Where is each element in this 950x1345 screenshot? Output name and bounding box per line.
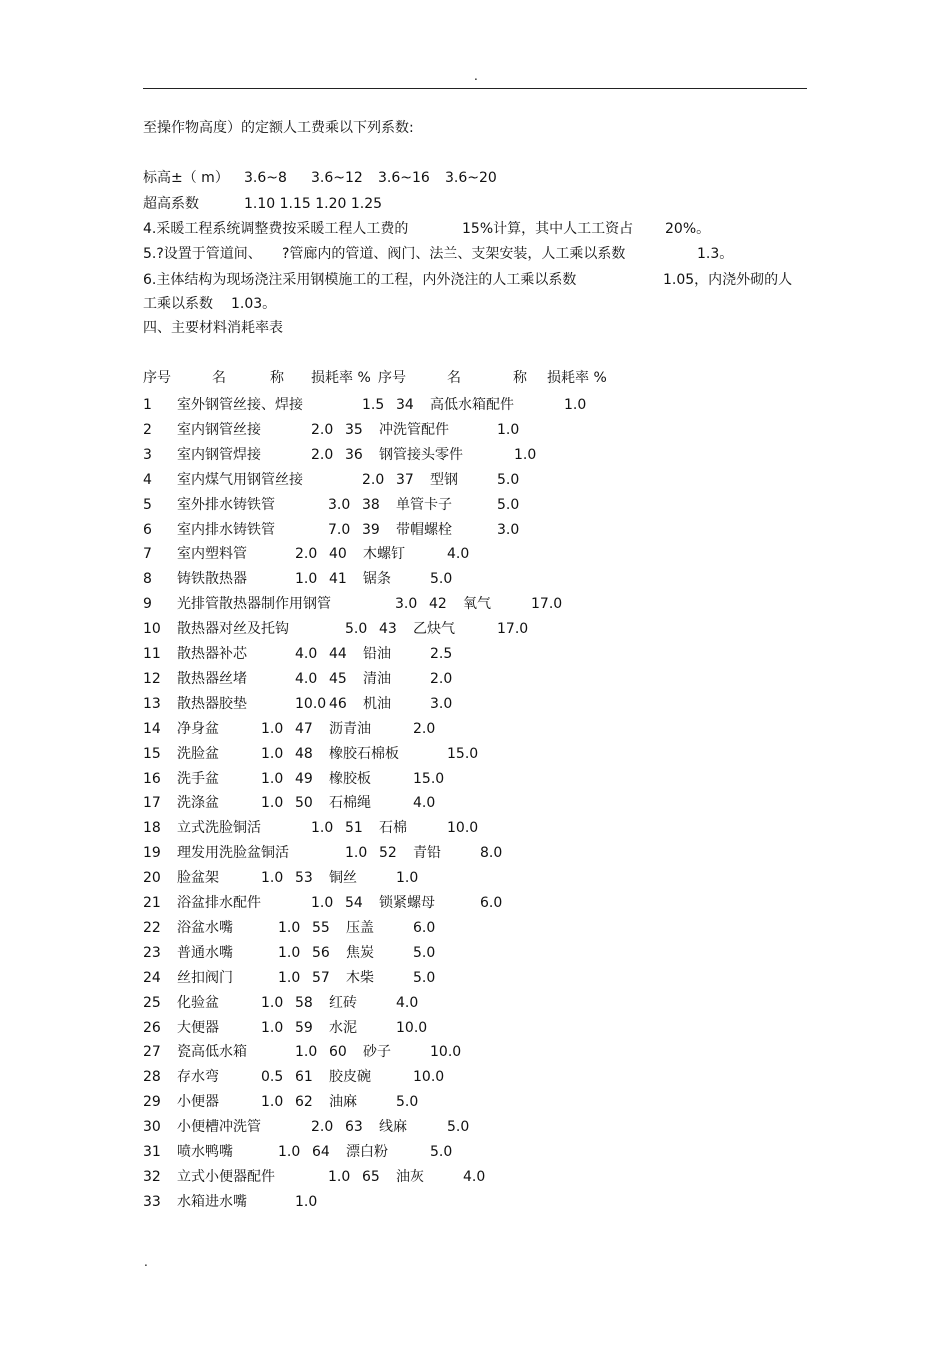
- cell-no-right: 62: [295, 1094, 313, 1111]
- item5-part-c: 1.3。: [697, 246, 734, 262]
- cell-no-left: 12: [143, 670, 161, 687]
- cell-rate-left: 2.0: [311, 421, 334, 438]
- table-row: [0, 868, 950, 888]
- table-row: [0, 470, 950, 490]
- cell-name-right: 铜丝: [329, 870, 357, 887]
- cell-no-left: 10: [143, 621, 161, 638]
- cell-name-right: 胶皮碗: [329, 1069, 371, 1086]
- cell-rate-left: 4.0: [295, 646, 318, 662]
- header-no-left: 序号: [143, 370, 171, 386]
- cell-name-left: 室外钢管丝接、焊接: [177, 397, 303, 413]
- header-name-b-right: 称: [513, 370, 527, 386]
- footer-mark: .: [144, 1255, 148, 1269]
- cell-no-right: 46: [329, 695, 347, 712]
- cell-rate-left: 1.0: [261, 1094, 284, 1111]
- cell-no-right: 43: [379, 621, 397, 638]
- cell-name-left: 理发用洗脸盆铜活: [177, 845, 289, 862]
- table-row: [0, 569, 950, 589]
- cell-no-right: 41: [329, 571, 347, 588]
- cell-name-left: 水箱进水嘴: [177, 1193, 247, 1210]
- cell-rate-left: 2.0: [311, 446, 334, 463]
- cell-no-right: 60: [329, 1044, 347, 1061]
- item6-part-a: 6.主体结构为现场浇注采用钢模施工的工程，内外浇注的人工乘以系数: [143, 272, 577, 288]
- cell-name-right: 钢管接头零件: [379, 446, 463, 463]
- header-rate-right: 损耗率 %: [547, 370, 607, 386]
- header-mark: .: [474, 69, 478, 83]
- cell-name-left: 存水弯: [177, 1069, 219, 1086]
- cell-rate-right: 5.0: [497, 496, 520, 513]
- cell-rate-left: 1.0: [311, 895, 334, 911]
- cell-rate-right: 6.0: [413, 919, 436, 936]
- cell-name-left: 立式洗脸铜活: [177, 820, 261, 837]
- cell-name-right: 带帽螺栓: [396, 521, 452, 538]
- cell-name-left: 普通水嘴: [177, 944, 233, 961]
- cell-name-right: 冲洗管配件: [379, 421, 449, 438]
- cell-rate-left: 1.0: [295, 571, 318, 588]
- table-row: [0, 1192, 950, 1212]
- cell-rate-left: 1.0: [311, 820, 334, 837]
- table-header: [0, 368, 950, 388]
- cell-rate-right: 8.0: [480, 845, 503, 862]
- item4-part-c: 20%。: [665, 221, 711, 237]
- cell-no-left: 7: [143, 546, 152, 563]
- table-row: [0, 793, 950, 813]
- cell-no-left: 29: [143, 1094, 161, 1111]
- table-row: [0, 520, 950, 540]
- cell-no-left: 11: [143, 646, 161, 662]
- table-row: [0, 420, 950, 440]
- table-row: [0, 843, 950, 863]
- cell-name-left: 化验盆: [177, 994, 219, 1011]
- table-row: [0, 744, 950, 764]
- cell-no-right: 58: [295, 994, 313, 1011]
- cell-name-right: 铅油: [363, 646, 391, 662]
- cell-rate-right: 4.0: [447, 546, 470, 563]
- cell-no-left: 20: [143, 870, 161, 887]
- cell-rate-right: 6.0: [480, 895, 503, 911]
- table-row: [0, 694, 950, 714]
- cell-name-right: 砂子: [363, 1044, 391, 1061]
- cell-no-left: 3: [143, 446, 152, 463]
- table-row: [0, 1142, 950, 1162]
- table-row: [0, 669, 950, 689]
- cell-name-right: 线麻: [379, 1119, 407, 1136]
- cell-no-left: 22: [143, 919, 161, 936]
- cell-name-right: 锯条: [363, 571, 391, 588]
- cell-rate-right: 4.0: [396, 994, 419, 1011]
- cell-no-right: 36: [345, 446, 363, 463]
- cell-name-left: 散热器对丝及托钩: [177, 621, 289, 638]
- cell-name-left: 散热器丝堵: [177, 670, 247, 687]
- height-3: 3.6~16: [378, 170, 430, 186]
- cell-no-right: 65: [362, 1168, 380, 1185]
- cell-no-left: 32: [143, 1168, 161, 1185]
- height-label: 标高±（ m）: [143, 170, 229, 186]
- cell-no-left: 2: [143, 421, 152, 438]
- cell-name-left: 小便槽冲洗管: [177, 1119, 261, 1136]
- cell-rate-right: 1.0: [514, 446, 537, 463]
- cell-rate-left: 1.0: [261, 795, 284, 812]
- section-heading: 四、主要材料消耗率表: [143, 320, 283, 336]
- cell-rate-right: 2.0: [413, 720, 436, 737]
- cell-rate-left: 2.0: [295, 546, 318, 563]
- cell-name-right: 橡胶板: [329, 770, 371, 787]
- cell-name-right: 氧气: [463, 596, 491, 613]
- cell-no-right: 44: [329, 646, 347, 662]
- cell-no-left: 8: [143, 571, 152, 588]
- cell-no-right: 57: [312, 969, 330, 986]
- table-row: [0, 968, 950, 988]
- cell-name-right: 木螺钉: [363, 546, 405, 563]
- cell-rate-right: 10.0: [447, 820, 479, 837]
- cell-no-right: 51: [345, 820, 363, 837]
- cell-name-right: 机油: [363, 695, 391, 712]
- cell-no-left: 23: [143, 944, 161, 961]
- cell-rate-left: 1.0: [278, 1144, 301, 1160]
- cell-rate-right: 5.0: [430, 571, 453, 588]
- cell-no-right: 35: [345, 421, 363, 438]
- table-row: [0, 1018, 950, 1038]
- header-name-b-left: 称: [270, 370, 284, 386]
- table-row: [0, 445, 950, 465]
- cell-name-right: 石棉绳: [329, 795, 371, 812]
- height-1: 3.6~8: [244, 170, 287, 186]
- height-4: 3.6~20: [445, 170, 497, 186]
- table-row: [0, 1042, 950, 1062]
- cell-name-left: 小便器: [177, 1094, 219, 1111]
- cell-name-right: 焦炭: [346, 944, 374, 961]
- cell-name-left: 洗手盆: [177, 770, 219, 787]
- cell-name-left: 丝扣阀门: [177, 969, 233, 986]
- cell-rate-right: 15.0: [447, 745, 479, 762]
- cell-rate-right: 17.0: [531, 596, 563, 613]
- cell-rate-left: 1.0: [261, 1019, 284, 1036]
- cell-rate-right: 5.0: [413, 944, 436, 961]
- cell-rate-right: 4.0: [463, 1168, 486, 1185]
- coef-label: 超高系数: [143, 196, 199, 212]
- cell-rate-right: 1.0: [396, 870, 419, 887]
- cell-no-left: 13: [143, 695, 161, 712]
- table-row: [0, 769, 950, 789]
- item6-part-b: 1.05，内浇外砌的人: [663, 272, 793, 288]
- cell-name-left: 浴盆排水配件: [177, 895, 261, 911]
- cell-rate-left: 3.0: [328, 496, 351, 513]
- cell-rate-right: 4.0: [413, 795, 436, 812]
- cell-rate-left: 2.0: [362, 471, 385, 488]
- cell-rate-left: 1.0: [261, 870, 284, 887]
- cell-no-right: 59: [295, 1019, 313, 1036]
- cell-no-left: 33: [143, 1193, 161, 1210]
- cell-rate-right: 10.0: [413, 1069, 445, 1086]
- cell-rate-right: 2.5: [430, 646, 453, 662]
- header-no-right: 序号: [378, 370, 406, 386]
- cell-rate-left: 4.0: [295, 670, 318, 687]
- item4-part-a: 4.采暖工程系统调整费按采暖工程人工费的: [143, 221, 409, 237]
- cell-rate-left: 1.0: [345, 845, 368, 862]
- cell-no-left: 9: [143, 596, 152, 613]
- cell-name-left: 喷水鸭嘴: [177, 1144, 233, 1160]
- height-2: 3.6~12: [311, 170, 363, 186]
- cell-rate-left: 1.0: [261, 720, 284, 737]
- table-row: [0, 1167, 950, 1187]
- cell-rate-right: 10.0: [430, 1044, 462, 1061]
- cell-no-right: 63: [345, 1119, 363, 1136]
- cell-name-left: 散热器补芯: [177, 646, 247, 662]
- cell-name-right: 单管卡子: [396, 496, 452, 513]
- table-row: [0, 1067, 950, 1087]
- cell-name-left: 室外排水铸铁管: [177, 496, 275, 513]
- cell-no-left: 4: [143, 471, 152, 488]
- cell-name-left: 浴盆水嘴: [177, 919, 233, 936]
- cell-name-left: 大便器: [177, 1019, 219, 1036]
- cell-no-left: 5: [143, 496, 152, 513]
- table-row: [0, 719, 950, 739]
- cell-no-left: 19: [143, 845, 161, 862]
- cell-no-left: 25: [143, 994, 161, 1011]
- coef-values: 1.10 1.15 1.20 1.25: [244, 196, 383, 212]
- cell-rate-left: 1.0: [261, 770, 284, 787]
- cell-rate-left: 5.0: [345, 621, 368, 638]
- cell-rate-left: 3.0: [395, 596, 418, 613]
- cell-rate-left: 2.0: [311, 1119, 334, 1136]
- cell-rate-left: 7.0: [328, 521, 351, 538]
- cell-no-left: 16: [143, 770, 161, 787]
- table-row: [0, 893, 950, 913]
- cell-rate-left: 1.0: [295, 1044, 318, 1061]
- cell-rate-right: 10.0: [396, 1019, 428, 1036]
- cell-no-left: 15: [143, 745, 161, 762]
- cell-name-left: 洗脸盆: [177, 745, 219, 762]
- cell-name-left: 瓷高低水箱: [177, 1044, 247, 1061]
- cell-rate-right: 3.0: [497, 521, 520, 538]
- cell-no-right: 47: [295, 720, 313, 737]
- cell-no-left: 30: [143, 1119, 161, 1136]
- cell-rate-left: 1.5: [362, 397, 385, 413]
- cell-no-right: 45: [329, 670, 347, 687]
- cell-no-left: 24: [143, 969, 161, 986]
- cell-name-right: 型钢: [430, 471, 458, 488]
- table-row: [0, 1117, 950, 1137]
- cell-rate-left: 1.0: [278, 944, 301, 961]
- header-rule: [143, 88, 807, 89]
- cell-name-left: 散热器胶垫: [177, 695, 247, 712]
- item5-part-a: 5.?设置于管道间、: [143, 246, 262, 262]
- table-row: [0, 1092, 950, 1112]
- cell-no-right: 42: [429, 596, 447, 613]
- cell-no-right: 48: [295, 745, 313, 762]
- cell-name-left: 铸铁散热器: [177, 571, 247, 588]
- cell-no-right: 55: [312, 919, 330, 936]
- cell-name-left: 室内钢管丝接: [177, 421, 261, 438]
- cell-name-right: 青铅: [413, 845, 441, 862]
- table-row: [0, 993, 950, 1013]
- item5-part-b: ?管廊内的管道、阀门、法兰、支架安装，人工乘以系数: [282, 246, 626, 262]
- cell-no-right: 61: [295, 1069, 313, 1086]
- cell-name-left: 室内煤气用钢管丝接: [177, 471, 303, 488]
- table-row: [0, 544, 950, 564]
- table-row: [0, 395, 950, 415]
- cell-name-right: 乙炔气: [413, 621, 455, 638]
- cell-rate-left: 0.5: [261, 1069, 284, 1086]
- table-row: [0, 644, 950, 664]
- cell-no-left: 31: [143, 1144, 161, 1160]
- cell-no-right: 37: [396, 471, 414, 488]
- cell-name-left: 洗涤盆: [177, 795, 219, 812]
- header-name-a-left: 名: [212, 370, 226, 386]
- cell-no-right: 49: [295, 770, 313, 787]
- cell-name-left: 光排管散热器制作用钢管: [177, 596, 331, 613]
- cell-rate-right: 5.0: [447, 1119, 470, 1136]
- cell-rate-right: 1.0: [497, 421, 520, 438]
- cell-rate-right: 15.0: [413, 770, 445, 787]
- cell-no-right: 54: [345, 895, 363, 911]
- cell-name-right: 锁紧螺母: [379, 895, 435, 911]
- table-row: [0, 918, 950, 938]
- cell-no-right: 53: [295, 870, 313, 887]
- cell-no-right: 56: [312, 944, 330, 961]
- cell-name-right: 沥青油: [329, 720, 371, 737]
- cell-name-right: 漂白粉: [346, 1144, 388, 1160]
- cell-no-left: 27: [143, 1044, 161, 1061]
- table-row: [0, 943, 950, 963]
- cell-rate-right: 17.0: [497, 621, 529, 638]
- cell-name-right: 水泥: [329, 1019, 357, 1036]
- cell-name-left: 脸盆架: [177, 870, 219, 887]
- cell-no-right: 50: [295, 795, 313, 812]
- intro-line-1: 至操作物高度）的定额人工费乘以下列系数:: [143, 120, 414, 136]
- cell-no-right: 64: [312, 1144, 330, 1160]
- cell-no-left: 17: [143, 795, 161, 812]
- cell-rate-right: 1.0: [564, 397, 587, 413]
- cell-name-left: 立式小便器配件: [177, 1168, 275, 1185]
- cell-rate-left: 1.0: [278, 969, 301, 986]
- cell-name-right: 油灰: [396, 1168, 424, 1185]
- cell-rate-left: 1.0: [278, 919, 301, 936]
- cell-no-right: 39: [362, 521, 380, 538]
- cell-no-left: 28: [143, 1069, 161, 1086]
- cell-no-right: 34: [396, 397, 414, 413]
- cell-no-right: 38: [362, 496, 380, 513]
- cell-name-left: 室内塑料管: [177, 546, 247, 563]
- cell-rate-left: 10.0: [295, 695, 327, 712]
- table-row: [0, 495, 950, 515]
- cell-name-right: 橡胶石棉板: [329, 745, 399, 762]
- cell-name-left: 净身盆: [177, 720, 219, 737]
- cell-rate-right: 5.0: [497, 471, 520, 488]
- header-rate-left: 损耗率 %: [311, 370, 371, 386]
- cell-name-right: 红砖: [329, 994, 357, 1011]
- cell-rate-right: 5.0: [430, 1144, 453, 1160]
- item4-part-b: 15%计算，其中人工工资占: [462, 221, 634, 237]
- cell-name-left: 室内钢管焊接: [177, 446, 261, 463]
- cell-rate-left: 1.0: [261, 745, 284, 762]
- header-name-a-right: 名: [447, 370, 461, 386]
- cell-no-left: 6: [143, 521, 152, 538]
- cell-rate-right: 2.0: [430, 670, 453, 687]
- cell-name-right: 油麻: [329, 1094, 357, 1111]
- cell-rate-left: 1.0: [328, 1168, 351, 1185]
- cell-rate-left: 1.0: [295, 1193, 318, 1210]
- table-row: [0, 594, 950, 614]
- cell-rate-right: 5.0: [413, 969, 436, 986]
- cell-rate-right: 3.0: [430, 695, 453, 712]
- cell-no-left: 21: [143, 895, 161, 911]
- cell-rate-right: 5.0: [396, 1094, 419, 1111]
- cell-no-right: 52: [379, 845, 397, 862]
- cell-name-right: 高低水箱配件: [430, 397, 514, 413]
- table-row: [0, 818, 950, 838]
- item6-part-d: 1.03。: [231, 296, 277, 312]
- cell-no-left: 18: [143, 820, 161, 837]
- cell-no-left: 1: [143, 397, 152, 413]
- table-row: [0, 619, 950, 639]
- cell-no-right: 40: [329, 546, 347, 563]
- cell-name-right: 木柴: [346, 969, 374, 986]
- item6-part-c: 工乘以系数: [143, 296, 213, 312]
- cell-rate-left: 1.0: [261, 994, 284, 1011]
- cell-no-left: 14: [143, 720, 161, 737]
- cell-name-left: 室内排水铸铁管: [177, 521, 275, 538]
- cell-name-right: 石棉: [379, 820, 407, 837]
- cell-name-right: 压盖: [346, 919, 374, 936]
- cell-no-left: 26: [143, 1019, 161, 1036]
- cell-name-right: 清油: [363, 670, 391, 687]
